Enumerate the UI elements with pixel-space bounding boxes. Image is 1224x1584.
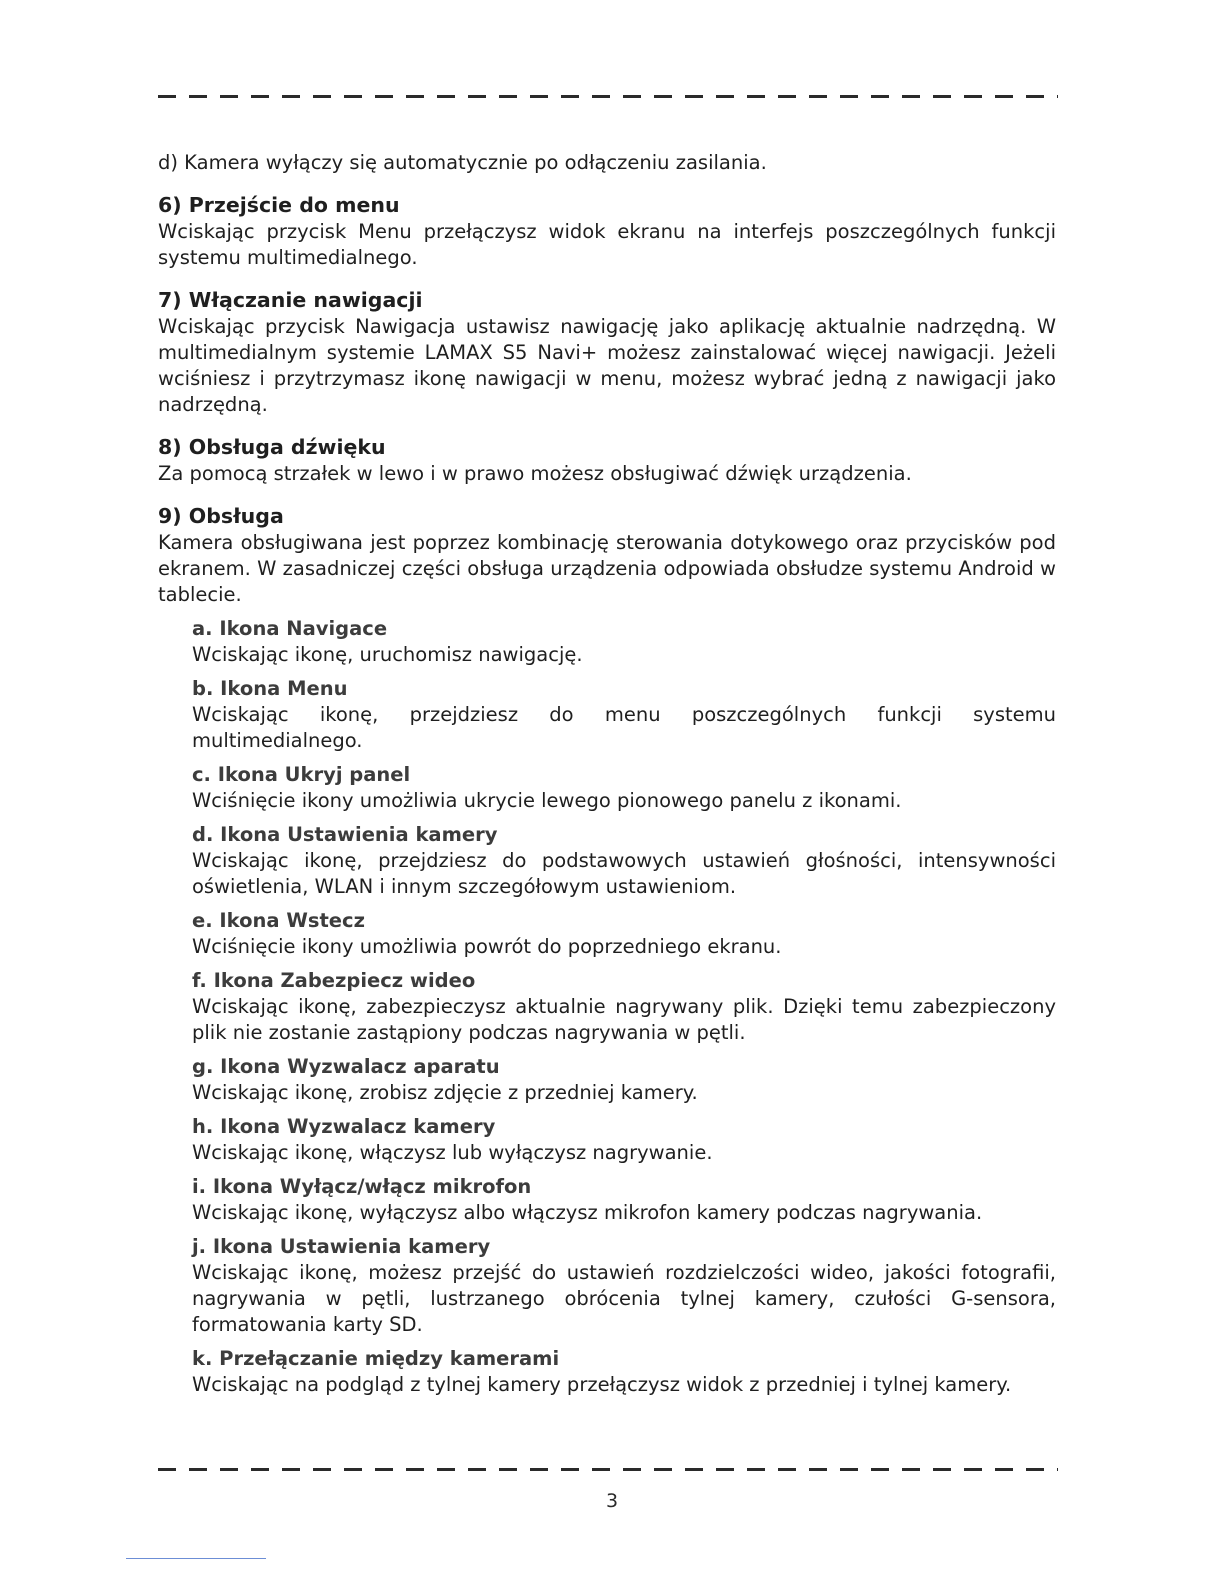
section-body: Wciskając przycisk Nawigacja ustawisz nawigację jako aplikację aktualnie nadrzędną. W multimedialnym systemie LAMAX S5 Navi+ możesz zainstalować więcej nawigacji. Jeżeli wciśniesz i przytrzymasz ikonę nawigacji w menu, możesz wybrać jedną z nawigacji jako nadrzędną. [158,315,1056,416]
list-item-body: Wciskając ikonę, przejdziesz do menu poszczególnych funkcji systemu multimedialnego. [192,703,1056,752]
section-operation [158,503,1056,1398]
list-item-heading: f. Ikona Zabezpiecz wideo [192,969,476,992]
list-item-heading: d. Ikona Ustawienia kamery [192,823,498,846]
section-heading: 8) Obsługa dźwięku [158,435,386,459]
list-item-body: Wciskając ikonę, włączysz lub wyłączysz nagrywanie. [192,1141,713,1164]
page-number: 3 [605,1490,619,1512]
list-item-body: Wciskając ikonę, uruchomisz nawigację. [192,643,583,666]
list-item [192,676,1056,754]
list-item-heading: b. Ikona Menu [192,677,348,700]
icon-list [192,616,1056,1398]
section-sound [158,434,1056,487]
list-item-heading: e. Ikona Wstecz [192,909,365,932]
top-dashed-divider [158,95,1058,98]
list-item-body: Wciśnięcie ikony umożliwia powrót do poprzedniego ekranu. [192,935,782,958]
footnote-divider [126,1558,266,1559]
list-item [192,1234,1056,1338]
section-menu [158,192,1056,271]
list-item-body: Wciskając ikonę, możesz przejść do ustawień rozdzielczości wideo, jakości fotografii, nagrywania w pętli, lustrzanego obrócenia tylnej kamery, czułości G-sensora, formatowania karty SD. [192,1261,1056,1336]
section-navigation [158,287,1056,418]
section-heading: 6) Przejście do menu [158,193,400,217]
list-item-heading: i. Ikona Wyłącz/włącz mikrofon [192,1175,532,1198]
intro-paragraph: d) Kamera wyłączy się automatycznie po odłączeniu zasilania. [158,151,767,174]
bottom-dashed-divider [158,1468,1058,1471]
list-item-heading: k. Przełączanie między kamerami [192,1347,560,1370]
section-body: Za pomocą strzałek w lewo i w prawo możesz obsługiwać dźwięk urządzenia. [158,462,912,485]
list-item-body: Wciskając ikonę, wyłączysz albo włączysz mikrofon kamery podczas nagrywania. [192,1201,983,1224]
list-item [192,908,1056,960]
list-item-heading: a. Ikona Navigace [192,617,388,640]
section-body: Wciskając przycisk Menu przełączysz widok ekranu na interfejs poszczególnych funkcji systemu multimedialnego. [158,220,1056,269]
list-item-body: Wciskając na podgląd z tylnej kamery przełączysz widok z przedniej i tylnej kamery. [192,1373,1012,1396]
list-item-heading: g. Ikona Wyzwalacz aparatu [192,1055,500,1078]
list-item-heading: c. Ikona Ukryj panel [192,763,411,786]
list-item [192,1174,1056,1226]
list-item [192,1346,1056,1398]
section-heading: 7) Włączanie nawigacji [158,288,423,312]
section-body: Kamera obsługiwana jest poprzez kombinację sterowania dotykowego oraz przycisków pod ekranem. W zasadniczej części obsługa urządzenia odpowiada obsłudze systemu Android w tablecie. [158,531,1056,606]
section-heading: 9) Obsługa [158,504,284,528]
list-item-body: Wciśnięcie ikony umożliwia ukrycie lewego pionowego panelu z ikonami. [192,789,902,812]
list-item-heading: h. Ikona Wyzwalacz kamery [192,1115,496,1138]
list-item-body: Wciskając ikonę, zrobisz zdjęcie z przedniej kamery. [192,1081,698,1104]
list-item [192,968,1056,1046]
list-item-body: Wciskając ikonę, zabezpieczysz aktualnie nagrywany plik. Dzięki temu zabezpieczony plik nie zostanie zastąpiony podczas nagrywania w pętli. [192,995,1056,1044]
list-item [192,1054,1056,1106]
list-item [192,616,1056,668]
list-item-body: Wciskając ikonę, przejdziesz do podstawowych ustawień głośności, intensywności oświetlenia, WLAN i innym szczegółowym ustawieniom. [192,849,1056,898]
document-content [158,150,1056,1414]
list-item [192,822,1056,900]
list-item [192,1114,1056,1166]
list-item [192,762,1056,814]
list-item-heading: j. Ikona Ustawienia kamery [192,1235,491,1258]
